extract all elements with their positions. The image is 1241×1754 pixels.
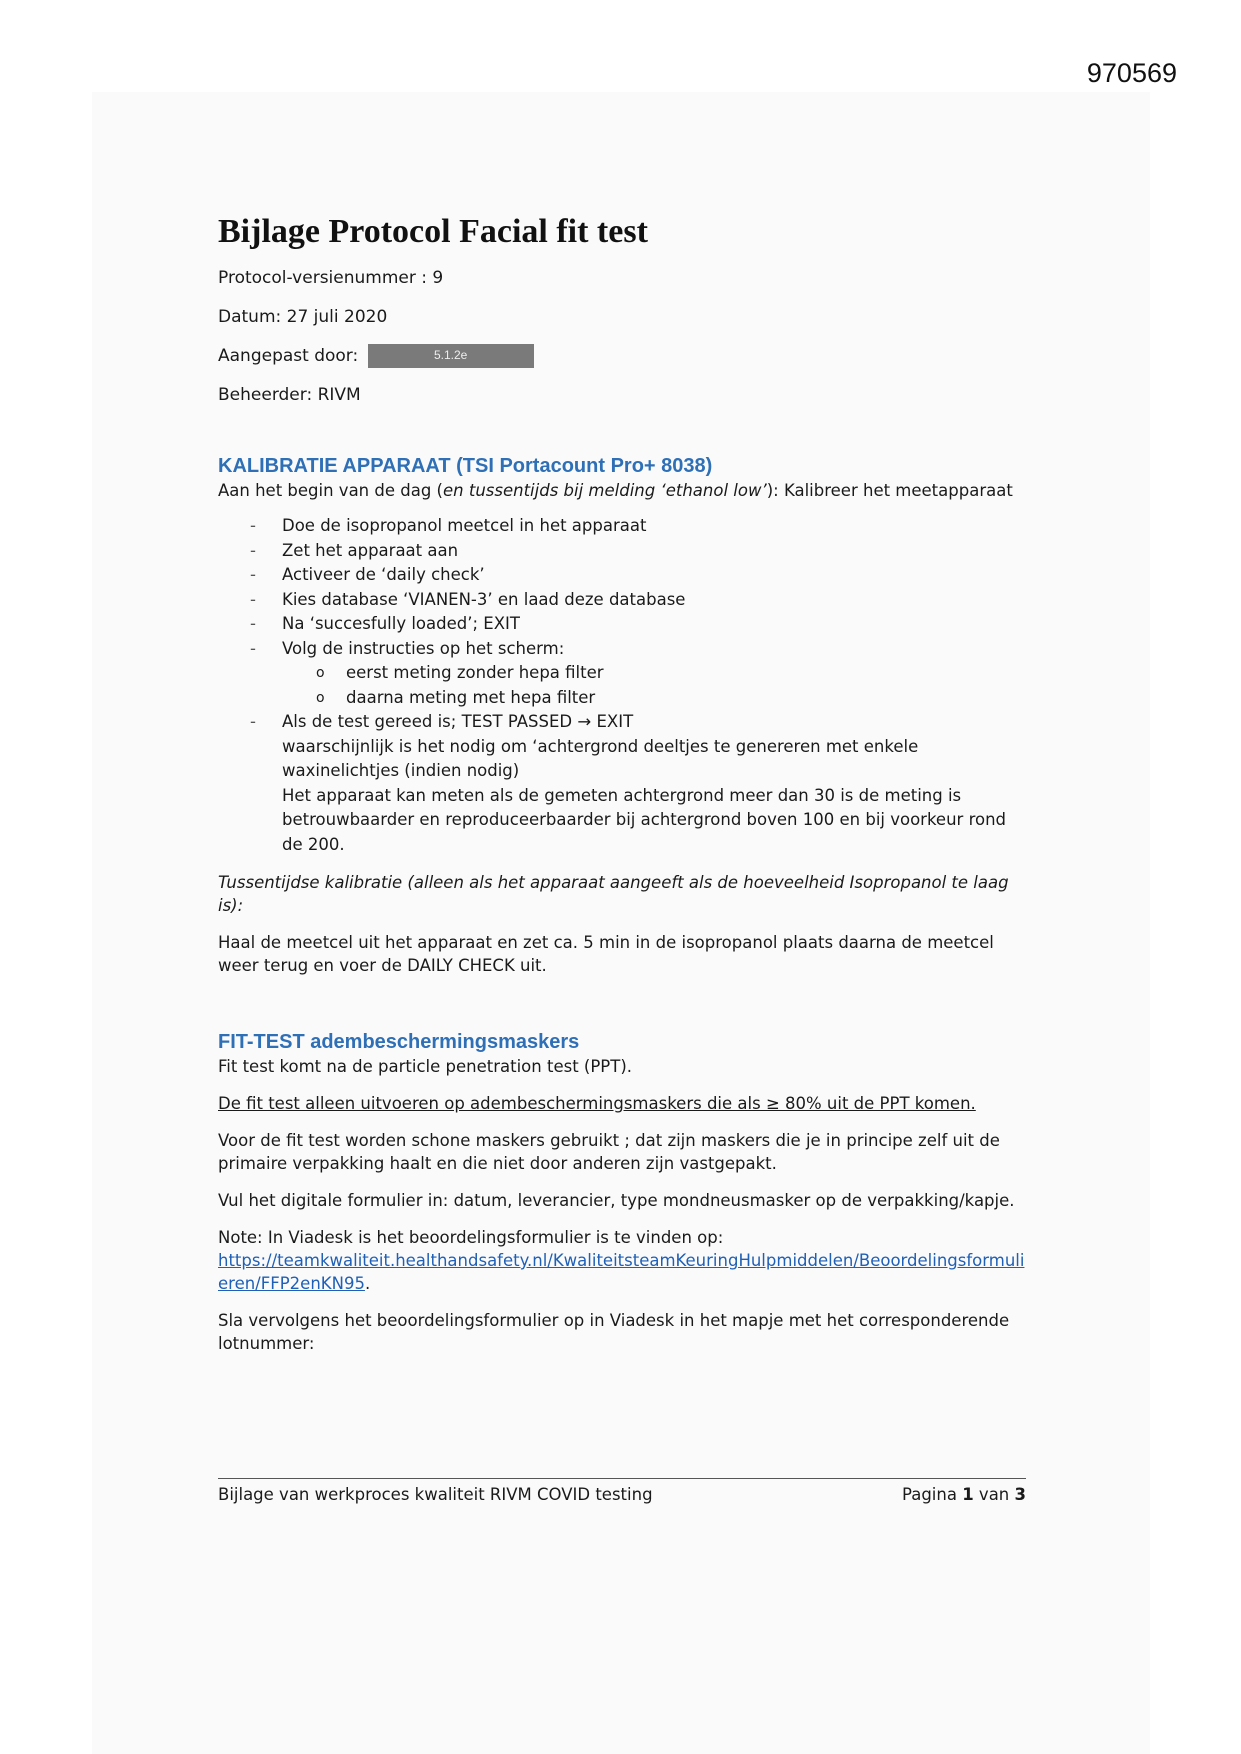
fittest-paragraph: Vul het digitale formulier in: datum, leverancier, type mondneusmasker op de verpakking/kapje. xyxy=(218,1191,1015,1210)
list-item xyxy=(218,710,1028,857)
fittest-paragraph xyxy=(218,1092,1028,1115)
sub-list-item: o eerst meting zonder hepa filter xyxy=(282,661,1028,686)
footer-left: Bijlage van werkproces kwaliteit RIVM COVID testing xyxy=(218,1485,653,1504)
page-total: 3 xyxy=(1014,1485,1026,1504)
intro-text-b: ): Kalibreer het meetapparaat xyxy=(766,481,1013,500)
calibration-substeps xyxy=(282,661,1028,710)
final-step-note: Het apparaat kan meten als de gemeten achtergrond meer dan 30 is de meting is betrouwbaarder en reproduceerbaarder bij achtergrond boven 100 en bij voorkeur rond de 200. xyxy=(282,785,1007,854)
list-item: - Kies database ‘VIANEN-3’ en laad deze database xyxy=(218,588,1028,613)
interim-heading-text: Tussentijdse kalibratie (alleen als het apparaat aangeeft als de hoeveelheid Isopropanol te laag is): xyxy=(218,873,1009,915)
page-prefix: Pagina xyxy=(902,1485,963,1504)
intro-emphasis: en tussentijds bij melding ‘ethanol low’ xyxy=(443,481,767,500)
final-step-exit: EXIT xyxy=(596,712,634,731)
page-mid: van xyxy=(973,1485,1015,1504)
document-body xyxy=(218,210,1028,1369)
form-link[interactable]: https://teamkwaliteit.healthandsafety.nl/KwaliteitsteamKeuringHulpmiddelen/Beoordelingsformulieren/FFP2enKN95 xyxy=(218,1251,1025,1293)
adjusted-by-line xyxy=(218,344,1028,368)
list-item: - Na ‘succesfully loaded’; EXIT xyxy=(218,612,1028,637)
fittest-paragraph xyxy=(218,1226,1028,1295)
calibration-heading: KALIBRATIE APPARAAT (TSI Portacount Pro+ 8038) xyxy=(218,455,713,477)
list-item-text: Volg de instructies op het scherm: xyxy=(282,638,565,658)
owner-line: Beheerder: RIVM xyxy=(218,385,361,405)
list-item xyxy=(218,637,1028,711)
fittest-paragraph: Fit test komt na de particle penetration test (PPT). xyxy=(218,1057,633,1076)
page-number xyxy=(902,1483,1026,1507)
list-item: - Zet het apparaat aan xyxy=(218,539,1028,564)
redaction-box: 5.1.2e xyxy=(368,344,534,368)
final-step-text: Als de test gereed is; TEST PASSED xyxy=(282,712,573,731)
list-item: - Activeer de ‘daily check’ xyxy=(218,563,1028,588)
fittest-paragraph: Voor de fit test worden schone maskers gebruikt ; dat zijn maskers die je in principe zelf uit de primaire verpakking haalt en die niet door anderen zijn vastgepakt. xyxy=(218,1131,1000,1173)
final-step-note: waarschijnlijk is het nodig om ‘achtergrond deeltjes te genereren met enkele waxinelichtjes (indien nodig) xyxy=(282,736,919,780)
arrow-right-icon: → xyxy=(577,712,592,731)
adjusted-by-label: Aangepast door: xyxy=(218,346,359,366)
page-footer xyxy=(218,1478,1026,1507)
sub-list-item: o daarna meting met hepa filter xyxy=(282,686,1028,711)
note-end: . xyxy=(364,1274,371,1293)
calibration-steps xyxy=(218,514,1028,857)
page-current: 1 xyxy=(962,1485,974,1504)
document-number: 970569 xyxy=(1086,58,1177,88)
underlined-text: De fit test alleen uitvoeren op adembeschermingsmaskers die als ≥ 80% uit de PPT komen. xyxy=(218,1094,976,1113)
interim-heading xyxy=(218,871,1028,917)
fittest-heading: FIT-TEST adembeschermingsmaskers xyxy=(218,1031,580,1053)
note-text: Note: In Viadesk is het beoordelingsformulier is te vinden op: xyxy=(218,1228,724,1247)
fittest-paragraph: Sla vervolgens het beoordelingsformulier op in Viadesk in het mapje met het corresponderende lotnummer: xyxy=(218,1311,1010,1353)
calibration-intro xyxy=(218,479,1028,502)
page-title: Bijlage Protocol Facial fit test xyxy=(218,213,648,250)
interim-text: Haal de meetcel uit het apparaat en zet ca. 5 min in de isopropanol plaats daarna de meetcel weer terug en voer de DAILY CHECK uit. xyxy=(218,933,994,975)
date-line: Datum: 27 juli 2020 xyxy=(218,307,388,327)
version-line: Protocol-versienummer : 9 xyxy=(218,268,444,288)
list-item: - Doe de isopropanol meetcel in het apparaat xyxy=(218,514,1028,539)
intro-text-a: Aan het begin van de dag ( xyxy=(218,481,443,500)
